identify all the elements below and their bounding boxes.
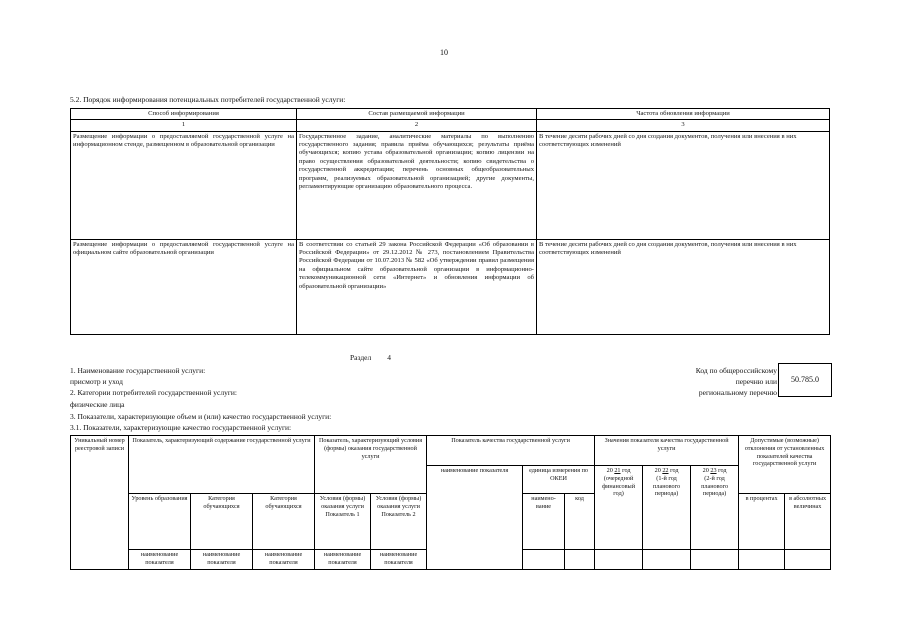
year-word: год bbox=[670, 467, 679, 474]
year-prefix: 20 bbox=[606, 467, 613, 474]
header-content: Состав размещаемой информации bbox=[297, 109, 537, 120]
empty-cell bbox=[565, 550, 595, 570]
year-1-note: (очередной финансовый год) bbox=[602, 474, 636, 498]
year-word: год bbox=[622, 467, 631, 474]
table-row bbox=[71, 239, 830, 334]
empty-cell bbox=[785, 550, 831, 570]
year-prefix: 20 bbox=[702, 467, 709, 474]
column-number: 1 bbox=[71, 120, 297, 131]
info-table-number-row bbox=[71, 120, 830, 131]
info-frequency-cell: В течение десяти рабочих дней со дня создания документов, получения или внесения в них соответствующих изменений bbox=[537, 131, 830, 239]
conditions-indicator-header: Показатель, характеризующий условия (формы) оказания государственной услуги bbox=[315, 436, 427, 494]
code-label-line-3: региональному перечню bbox=[698, 388, 777, 397]
quality-table bbox=[70, 435, 831, 570]
indicators-label: 3. Показатели, характеризующие объем и (или) качество государственной услуги: bbox=[70, 412, 332, 421]
header-frequency: Частота обновления информации bbox=[537, 109, 830, 120]
info-frequency-cell: В течение десяти рабочих дней со дня создания документов, получения или внесения в них соответствующих изменений bbox=[537, 239, 830, 334]
unique-number-header: Уникальный номер реестровой записи bbox=[71, 436, 129, 570]
name-cell: наименование показателя bbox=[129, 550, 191, 570]
condition-1-header: Условия (формы) оказания услуги Показатель 1 bbox=[315, 494, 371, 550]
section-5-2-title: 5.2. Порядок информирования потенциальных потребителей государственной услуги: bbox=[70, 95, 346, 104]
code-label-line-2: перечню или bbox=[735, 377, 777, 386]
year-2-label bbox=[645, 467, 688, 475]
name-cell: наименование показателя bbox=[253, 550, 315, 570]
in-percent-header: в процентах bbox=[739, 494, 785, 550]
column-number: 2 bbox=[297, 120, 537, 131]
empty-cell bbox=[691, 550, 739, 570]
consumer-category-value: физические лица bbox=[70, 400, 125, 409]
category-2-header: Категория обучающихся bbox=[253, 494, 315, 550]
year-1-header bbox=[595, 466, 643, 550]
quality-indicator-header: Показатель качества государственной услуги bbox=[427, 436, 595, 466]
service-name-value: присмотр и уход bbox=[70, 377, 123, 386]
information-table bbox=[70, 108, 830, 335]
unit-code-header: код bbox=[565, 494, 595, 550]
empty-cell bbox=[739, 550, 785, 570]
in-absolute-header: в абсолютных величинах bbox=[785, 494, 831, 550]
razdel-label: Раздел bbox=[350, 353, 372, 362]
empty-cell bbox=[595, 550, 643, 570]
name-cell: наименование показателя bbox=[371, 550, 427, 570]
year-2-note: (1-й год планового периода) bbox=[653, 474, 681, 498]
year-1-label bbox=[597, 467, 640, 475]
year-1-value: 21 bbox=[614, 467, 621, 474]
column-number: 3 bbox=[537, 120, 830, 131]
condition-2-header: Условия (формы) оказания услуги Показатель 2 bbox=[371, 494, 427, 550]
name-cell: наименование показателя bbox=[315, 550, 371, 570]
code-value-box bbox=[778, 363, 832, 397]
info-content-cell: В соответствии со статьей 29 закона Российской Федерации «Об образовании в Российской Федерации» от 29.12.2012 № 273, постановлением Правительства Российской Федерации от 10.07.2013 № 582 «Об утверждении правил размещения на официальном сайте образовательной организации в информационно-телекоммуникационной сети «Интернет» и обновления информации об образовательной организации» bbox=[297, 239, 537, 334]
quality-values-header: Значения показателя качества государственной услуги bbox=[595, 436, 739, 466]
year-2-value: 22 bbox=[662, 467, 669, 474]
quality-header-row-1 bbox=[71, 436, 831, 466]
info-method-cell: Размещение информации о предоставляемой государственной услуге на официальном сайте образовательной организации bbox=[71, 239, 297, 334]
code-label-line-1: Код по общероссийскому bbox=[695, 366, 777, 375]
name-cell: наименование показателя bbox=[191, 550, 253, 570]
unit-name-header: наимено-вание bbox=[523, 494, 565, 550]
section-heading bbox=[350, 353, 391, 362]
year-3-header bbox=[691, 466, 739, 550]
info-content-cell: Государственное задание, аналитические материалы по выполнению государственного задания; правила приёма обучающихся; результаты приёма обучающихся; копию устава образовательной организации; копию лицензии на право осуществления образовательной деятельности; копию свидетельства о государственной аккредитации; перечень основных общеобразовательных программ, реализуемых образовательной организацией; другие документы, регламентирующие организацию образовательного процесса. bbox=[297, 131, 537, 239]
year-prefix: 20 bbox=[654, 467, 661, 474]
info-table-header-row bbox=[71, 109, 830, 120]
code-value: 50.785.0 bbox=[791, 375, 819, 384]
unit-header: единица измерения по ОКЕИ bbox=[523, 466, 595, 494]
level-header: Уровень образования bbox=[129, 494, 191, 550]
table-row bbox=[71, 131, 830, 239]
indicator-name-header: наименование показателя bbox=[427, 466, 523, 570]
consumer-category-label: 2. Категории потребителей государственной услуги: bbox=[70, 388, 238, 397]
year-2-header bbox=[643, 466, 691, 550]
content-indicator-header: Показатель, характеризующий содержание государственной услуги bbox=[129, 436, 315, 494]
year-word: год bbox=[718, 467, 727, 474]
year-3-label bbox=[693, 467, 736, 475]
empty-cell bbox=[643, 550, 691, 570]
page-number: 10 bbox=[440, 48, 448, 57]
service-name-label: 1. Наименование государственной услуги: bbox=[70, 366, 206, 375]
info-method-cell: Размещение информации о предоставляемой государственной услуге на информационном стенде, размещенном в образовательной организации bbox=[71, 131, 297, 239]
deviations-header: Допустимые (возможные) отклонения от установленных показателей качества государственной услуги bbox=[739, 436, 831, 494]
header-method: Способ информирования bbox=[71, 109, 297, 120]
empty-cell bbox=[523, 550, 565, 570]
year-3-value: 23 bbox=[710, 467, 717, 474]
category-header: Категория обучающихся bbox=[191, 494, 253, 550]
razdel-number: 4 bbox=[387, 353, 391, 362]
quality-label: 3.1. Показатели, характеризующие качество государственной услуги: bbox=[70, 423, 292, 432]
year-3-note: (2-й год планового периода) bbox=[701, 474, 729, 498]
